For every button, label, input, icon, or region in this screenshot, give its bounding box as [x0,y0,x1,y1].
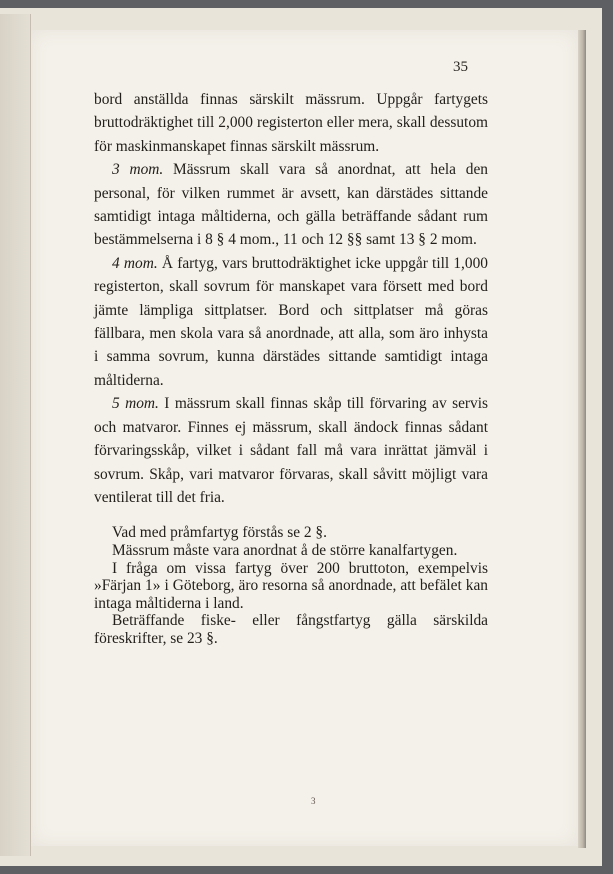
page-number: 35 [453,59,468,75]
mom-4-text: Å fartyg, vars bruttodräktighet icke uppgår till 1,000 registerton, skall sovrum för manskapet vara försett med bord jämte lämpliga sittplatser. Bord och sittplatser må göras fällbara, men skola vara så anordnade, att alla, som äro inhysta i samma sovrum, kunna därstädes sittande samtidigt intaga måltiderna. [94,254,488,389]
paragraph-mom-5 [94,392,488,509]
paragraph-continuation: bord anställda finnas särskilt mässrum. Uppgår fartygets bruttodräktighet till 2,000 registerton eller mera, skall dessutom för maskinmanskapet finnas särskilt mässrum. [94,91,488,155]
section-gap [94,509,488,524]
mom-5-text: I mässrum skall finnas skåp till förvaring av servis och matvaror. Finnes ej mässrum, skall ändock finnas sådant förvaringsskåp, vilket i sådant fall må vara inrättat jämväl i sovrum. Skåp, vari matvaror förvaras, skall såvitt möjligt vara ventilerat till det fria. [94,395,488,506]
note-fiskefartyg: Beträffande fiske- eller fångstfartyg gälla särskilda föreskrifter, se 23 §. [94,612,488,647]
mom-3-text: Mässrum skall vara så anordnat, att hela den personal, för vilken rummet är avsett, kan därstädes sittande samtidigt intaga måltiderna, och gälla beträffande sådant rum bestämmelserna i 8 § 4 mom., 11 och 12 §§ samt 13 § 2 mom. [94,161,488,249]
mom-3-label: 3 mom. [112,161,164,179]
note-kanalfartyg: Mässrum måste vara anordnat å de större kanalfartygen. [112,541,458,559]
page-body [94,88,488,647]
paragraph-mom-3 [94,158,488,252]
mom-5-label: 5 mom. [112,395,159,413]
note-farjan: I fråga om vissa fartyg över 200 bruttoton, exempelvis »Färjan 1» i Göteborg, äro resorna så anordnade, att befälet kan intaga måltiderna i land. [94,559,488,612]
mom-4-label: 4 mom. [112,254,158,272]
note-pramfartyg: Vad med pråmfartyg förstås se 2 §. [112,524,327,542]
paragraph-mom-4 [94,252,488,392]
page-stack-edge [578,30,586,848]
signature-mark: 3 [311,796,316,806]
previous-page-edge [0,14,31,856]
